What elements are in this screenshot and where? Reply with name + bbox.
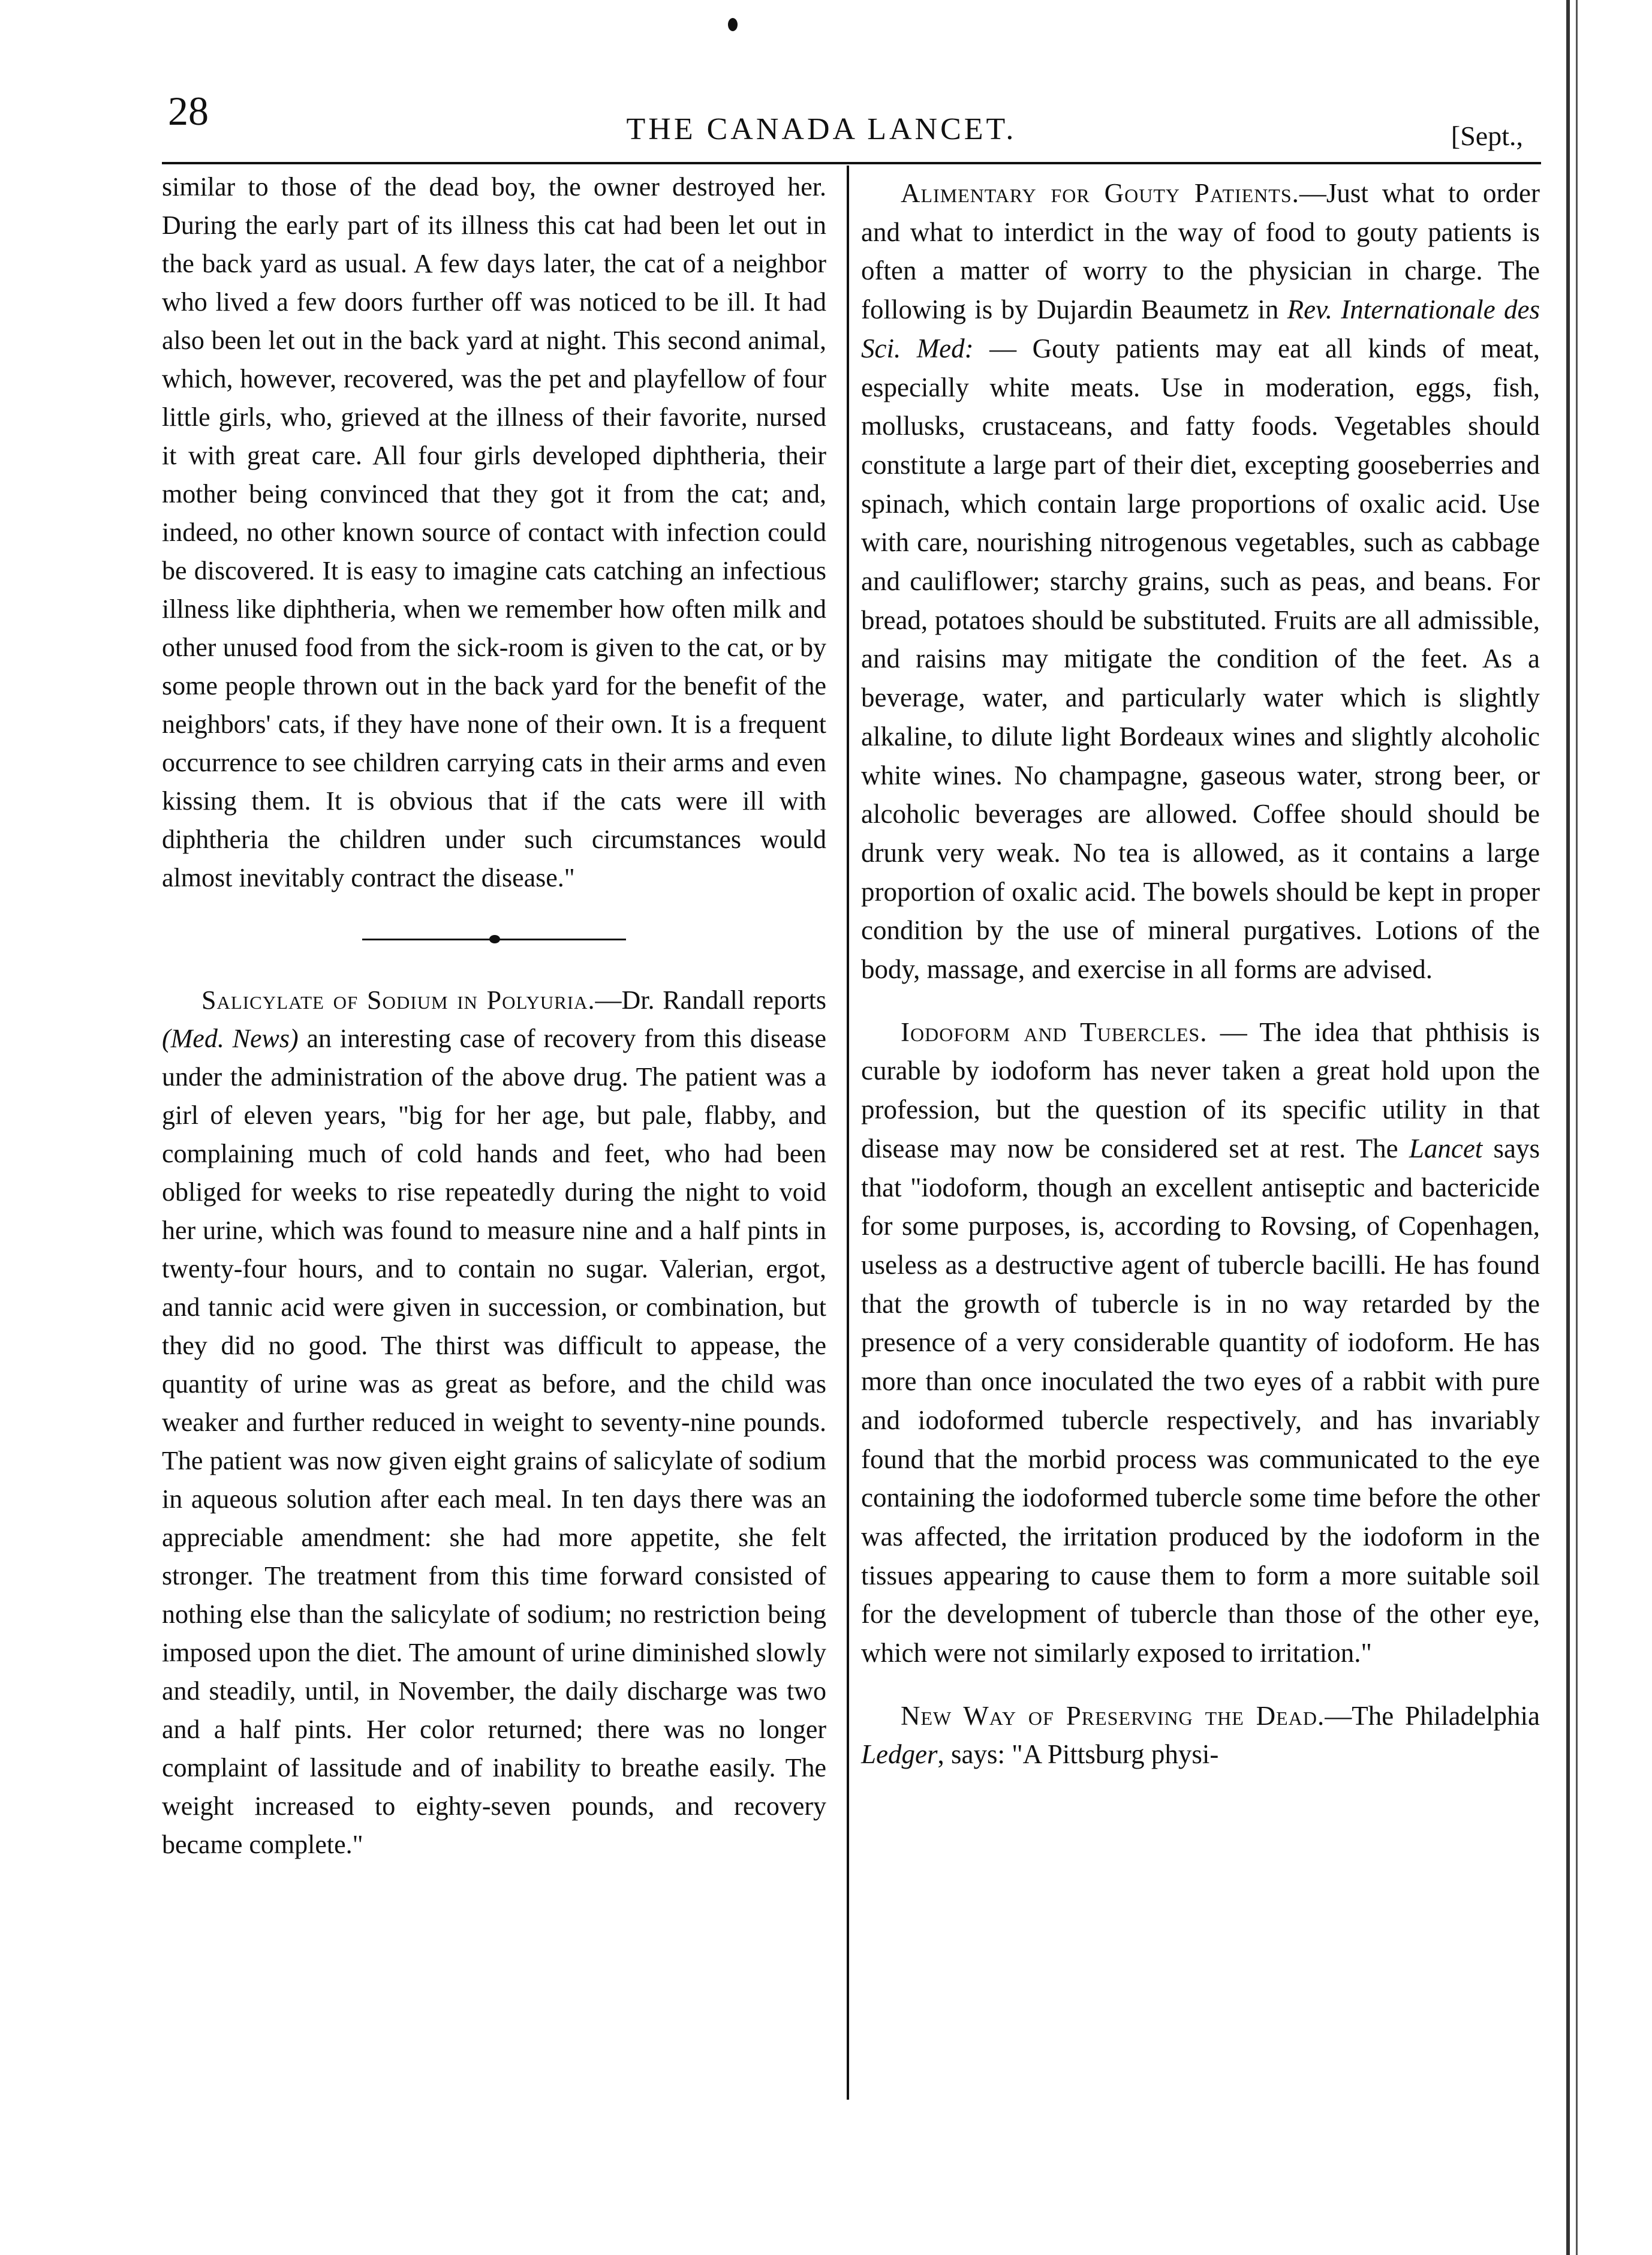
salicylate-dash: — [595,985,622,1015]
journal-title: THE CANADA LANCET. [626,112,1017,146]
paragraph-gap [861,1673,1540,1697]
issue-month: [Sept., [1451,121,1523,151]
gouty-text-1: Just what to order and what to interdict in the way of food to gouty patients is often a matter of worry to the physician in charge. The following is by Dujardin Beaumetz in [861,178,1540,325]
salicylate-source: (Med. News) [162,1024,299,1053]
salicylate-heading: Salicylate of Sodium in Polyuria. [201,985,595,1015]
preserving-article [861,1697,1540,1774]
column-divider [847,166,849,2100]
section-separator [356,933,632,945]
gouty-heading: Alimentary for Gouty Patients. [901,178,1299,208]
iodoform-source: Lancet [1409,1133,1483,1163]
preserving-dash: — [1325,1700,1352,1731]
iodoform-heading: Iodoform and Tubercles. [901,1017,1208,1047]
salicylate-text-2: an interesting case of recovery from this disease under the administration of the above drug. The patient was a girl of eleven years, "big for her age, but pale, flabby, and complaining much of cold hands and feet, who had been obliged for weeks to rise repeatedly during the night to void her urine, which was found to measure nine and a half pints in twenty-four hours, and to contain no sugar. Valerian, ergot, and tannic acid were given in succession, or combination, but they did no good. The thirst was difficult to appease, the quantity of urine was as great as before, and the child was weaker and further reduced in weight to seventy-nine pounds. The patient was now given eight grains of salicylate of sodium in aqueous solution after each meal. In ten days there was an appreciable amendment: she had more appetite, she felt stronger. The treatment from this time forward consisted of nothing else than the salicylate of sodium; no restriction being imposed upon the diet. The amount of urine diminished slowly and steadily, until, in November, the daily discharge was two and a half pints. Her color returned; there was no longer complaint of lassitude and of inability to breathe easily. The weight increased to eighty-seven pounds, and recovery became complete." [162,1024,826,1859]
iodoform-text-1: The idea that phthisis is curable by iodoform has never taken a great hold upon the profession, but the question of its specific utility in that disease may now be considered set at rest. The [861,1017,1540,1163]
preserving-heading: New Way of Preserving the Dead. [901,1700,1325,1731]
print-mark [728,18,738,31]
gouty-source: Rev. Internationale des Sci. Med: [861,294,1540,363]
iodoform-text-2: says that "iodoform, though an excellent antiseptic and bactericide for some purposes, is, according to Rovsing, of Copenhagen, useless as a destructive agent of tubercle bacilli. He has found that the growth of tubercle is in no way retarded by the presence of a very considerable quantity of iodoform. He has more than once inoculated the two eyes of a rabbit with pure and iodoformed tubercle respectively, and has invariably found that the morbid process was communicated to the eye containing the iodoformed tubercle some time before the other was affected, the irritation produced by the iodoform in the tissues appearing to cause them to form a more suitable soil for the development of tubercle than those of the other eye, which were not similarly exposed to irritation." [861,1133,1540,1668]
page-number: 28 [168,88,209,134]
iodoform-article [861,1013,1540,1673]
preserving-source: Ledger [861,1739,938,1770]
iodoform-dash: — [1207,1017,1260,1047]
gouty-dash: — [1299,178,1326,208]
gouty-text-2: — Gouty patients may eat all kinds of meat, especially white meats. Use in moderation, eggs, fish, mollusks, crustaceans, and fatty foods. Vegetables should constitute a large part of their diet, excepting gooseberries and spinach, which contain large proportions of oxalic acid. Use with care, nourishing nitrogenous vegetables, such as cabbage and cauliflower; starchy grains, such as peas, and beans. For bread, potatoes should be substituted. Fruits are all admissible, and raisins may mitigate the condition of the feet. As a beverage, water, and particularly water which is slightly alkaline, to dilute light Bordeaux wines and slightly alcoholic white wines. No champagne, gaseous water, strong beer, or alcoholic beverages are allowed. Coffee should should be drunk very weak. No tea is allowed, as it contains a large proportion of oxalic acid. The bowels should be kept in proper condition by the use of mineral purgatives. Lotions of the body, massage, and exercise in all forms are advised. [861,333,1540,985]
gouty-article [861,174,1540,989]
salicylate-article [162,981,826,1864]
page-edge-line [1566,0,1570,2255]
page-edge-line-inner [1576,0,1578,2255]
left-column [162,168,826,1864]
continued-article-paragraph: similar to those of the dead boy, the owner destroyed her. During the early part of its illness this cat had been let out in the back yard as usual. A few days later, the cat of a neighbor who lived a few doors further off was noticed to be ill. It had also been let out in the back yard at night. This second animal, which, however, recovered, was the pet and playfellow of four little girls, who, grieved at the illness of their favorite, nursed it with great care. All four girls developed diphtheria, their mother being convinced that they got it from the cat; and, indeed, no other known source of contact with infection could be discovered. It is easy to imagine cats catching an infectious illness like diphtheria, when we remember how often milk and other unused food from the sick-room is given to the cat, or by some people thrown out in the back yard for the benefit of the neighbors' cats, if they have none of their own. It is a frequent occurrence to see children carrying cats in their arms and even kissing them. It is obvious that if the cats were ill with diphtheria the children under such circumstances would almost inevitably contract the disease." [162,172,826,892]
paragraph-gap [861,989,1540,1013]
header-rule [162,162,1541,164]
preserving-text-1: The Philadelphia [1352,1700,1540,1731]
salicylate-text-1: Dr. Randall reports [621,985,826,1015]
separator-ornament [489,935,500,943]
right-column [861,174,1540,1774]
page-header [120,83,1523,149]
preserving-text-2: , says: "A Pittsburg physi- [937,1739,1219,1770]
